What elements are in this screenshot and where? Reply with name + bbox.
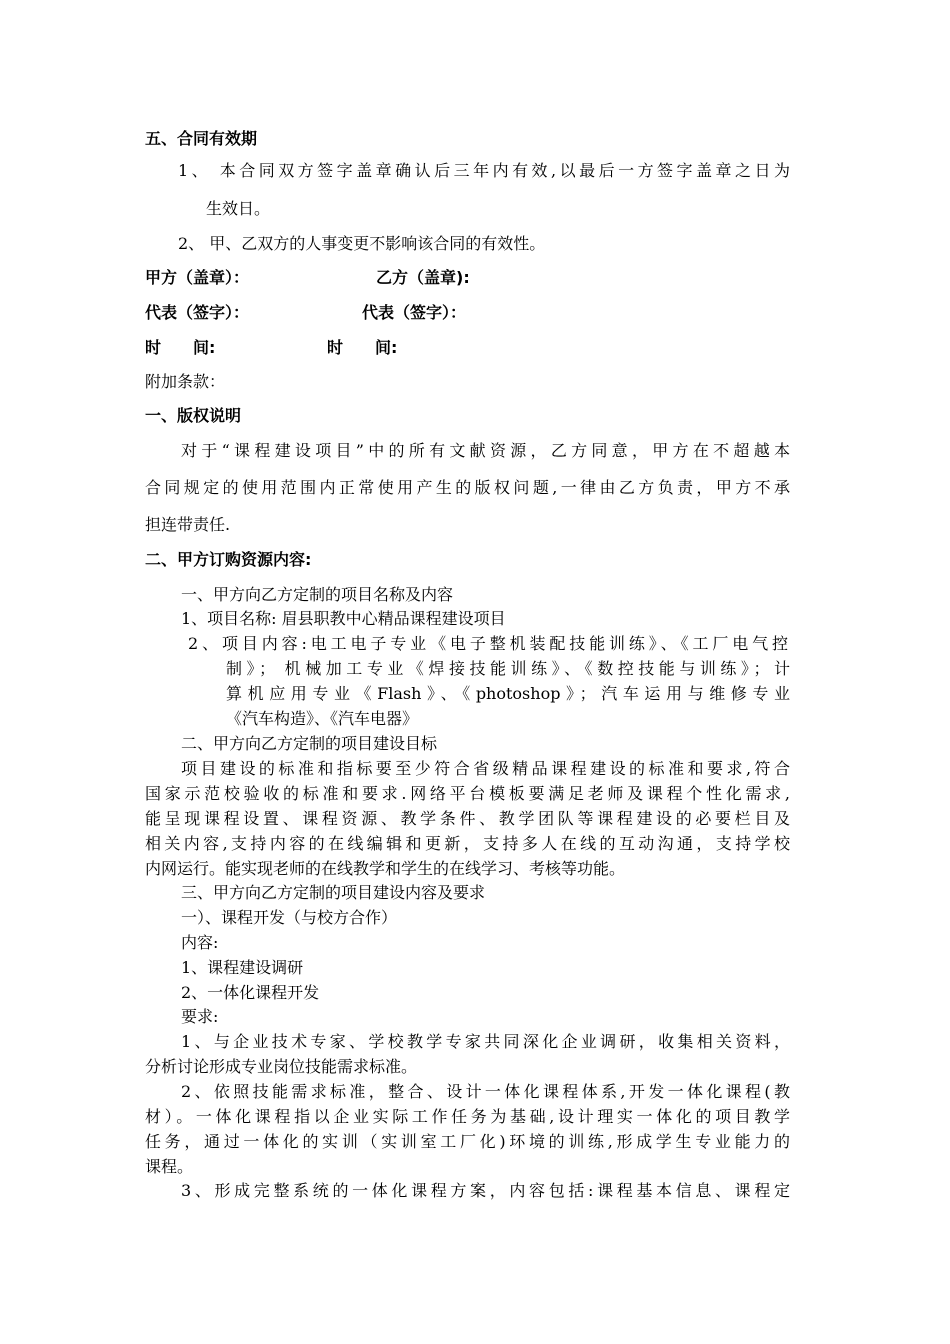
party-b-rep-label: 代表（签字）： bbox=[362, 303, 467, 322]
copyright-heading: 一、版权说明 bbox=[145, 406, 242, 425]
order-p3-line4: 《汽车构造》、《汽车电器》 bbox=[226, 709, 419, 728]
order-p4: 二、甲方向乙方定制的项目建设目标 bbox=[181, 734, 438, 753]
copyright-line1: 对于“课程建设项目”中的所有文献资源，乙方同意，甲方在不超越本 bbox=[181, 441, 790, 460]
order-p14: 3、形成完整系统的一体化课程方案，内容包括:课程基本信息、课程定 bbox=[181, 1181, 790, 1200]
order-p10: 2、一体化课程开发 bbox=[181, 983, 320, 1002]
order-p3-line2: 制》； 机械加工专业《焊接技能训练》、《数控技能与训练》；计 bbox=[226, 659, 790, 678]
party-a-seal-label: 甲方（盖章）： bbox=[145, 268, 250, 287]
copyright-line3: 担连带责任. bbox=[145, 515, 231, 534]
order-p12-line2: 分析讨论形成专业岗位技能需求标准。 bbox=[145, 1057, 418, 1076]
section5-heading: 五、合同有效期 bbox=[145, 129, 258, 148]
order-p5-line4: 相关内容,支持内容的在线编辑和更新，支持多人在线的互动沟通，支持学校 bbox=[145, 834, 790, 853]
order-p5-line1: 项目建设的标准和指标要至少符合省级精品课程建设的标准和要求,符合 bbox=[181, 759, 790, 778]
order-p5-line3: 能呈现课程设置、课程资源、教学条件、教学团队等课程建设的必要栏目及 bbox=[145, 809, 790, 828]
order-p1: 一、甲方向乙方定制的项目名称及内容 bbox=[181, 585, 454, 604]
party-a-time-label: 时 间: bbox=[145, 338, 216, 357]
party-a-rep-label: 代表（签字）： bbox=[145, 303, 250, 322]
section5-item1-line1: 1、 本合同双方签字盖章确认后三年内有效,以最后一方签字盖章之日为 bbox=[178, 161, 790, 180]
order-p9: 1、课程建设调研 bbox=[181, 958, 304, 977]
copyright-line2: 合同规定的使用范围内正常使用产生的版权问题,一律由乙方负责，甲方不承 bbox=[145, 478, 790, 497]
section5-item1-line2: 生效日。 bbox=[206, 199, 271, 218]
order-p5-line5: 内网运行。能实现老师的在线教学和学生的在线学习、考核等功能。 bbox=[145, 859, 626, 878]
appendix-heading: 附加条款： bbox=[145, 372, 226, 391]
order-heading: 二、甲方订购资源内容: bbox=[145, 550, 312, 569]
order-p8: 内容: bbox=[181, 933, 219, 952]
party-b-time-label: 时 间: bbox=[327, 338, 398, 357]
order-p7: 一）、课程开发（与校方合作） bbox=[181, 908, 398, 927]
order-p3-line1: 2、项目内容:电工电子专业《电子整机装配技能训练》、《工厂电气控 bbox=[188, 634, 788, 653]
order-p13-line4: 课程。 bbox=[145, 1157, 194, 1176]
order-p11: 要求: bbox=[181, 1007, 219, 1026]
order-p5-line2: 国家示范校验收的标准和要求.网络平台模板要满足老师及课程个性化需求, bbox=[145, 784, 790, 803]
party-b-seal-label: 乙方（盖章): bbox=[376, 268, 470, 287]
order-p3-line3: 算机应用专业《Flash》、《photoshop》；汽车运用与维修专业 bbox=[226, 684, 790, 703]
section5-item2: 2、 甲、乙双方的人事变更不影响该合同的有效性。 bbox=[178, 234, 546, 253]
order-p13-line1: 2、依照技能需求标准，整合、设计一体化课程体系,开发一体化课程(教 bbox=[181, 1082, 790, 1101]
order-p6: 三、甲方向乙方定制的项目建设内容及要求 bbox=[181, 883, 486, 902]
order-p12-line1: 1、与企业技术专家、学校教学专家共同深化企业调研，收集相关资料， bbox=[181, 1032, 790, 1051]
order-p13-line3: 任务，通过一体化的实训（实训室工厂化)环境的训练,形成学生专业能力的 bbox=[145, 1132, 790, 1151]
order-p2: 1、项目名称: 眉县职教中心精品课程建设项目 bbox=[181, 609, 506, 628]
order-p13-line2: 材）。一体化课程指以企业实际工作任务为基础,设计理实一体化的项目教学 bbox=[145, 1107, 790, 1126]
